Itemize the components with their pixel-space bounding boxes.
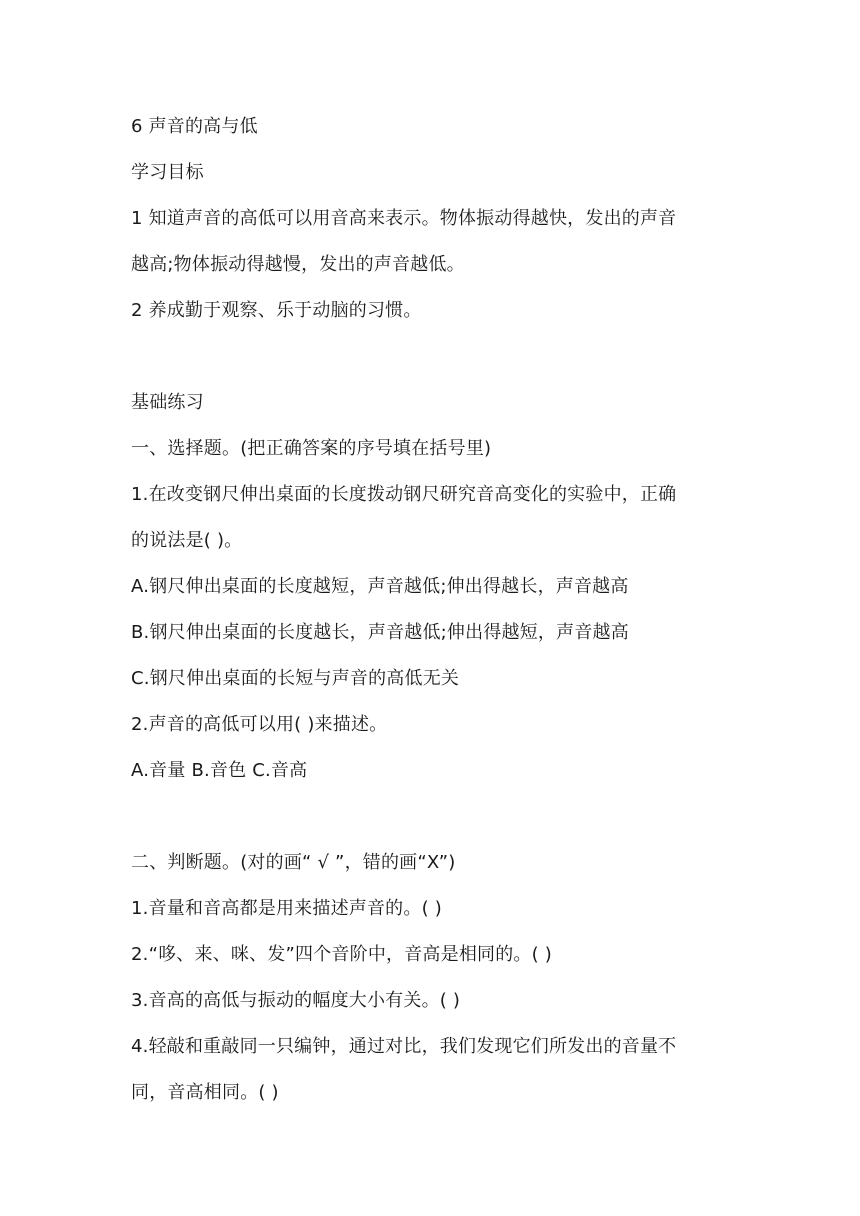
lesson-title: 6 声音的高与低 xyxy=(131,116,258,137)
statement-line: 1.音量和音高都是用来描述声音的。( ) xyxy=(131,898,442,919)
question-line: 1.在改变钢尺伸出桌面的长度拨动钢尺研究音高变化的实验中，正确 xyxy=(131,484,677,505)
practice-heading: 基础练习 xyxy=(131,392,204,413)
statement-line: 同，音高相同。( ) xyxy=(131,1082,279,1103)
objective-line: 2 养成勤于观察、乐于动脑的习惯。 xyxy=(131,300,422,321)
question-line: 2.声音的高低可以用( )来描述。 xyxy=(131,714,388,735)
option-line: C.钢尺伸出桌面的长短与声音的高低无关 xyxy=(131,668,460,689)
objective-line: 1 知道声音的高低可以用音高来表示。物体振动得越快，发出的声音 xyxy=(131,208,677,229)
option-line: B.钢尺伸出桌面的长度越长，声音越低;伸出得越短，声音越高 xyxy=(131,622,629,643)
blank-line xyxy=(131,334,741,380)
choice-section-heading: 一、选择题。(把正确答案的序号填在括号里) xyxy=(131,438,492,459)
judgment-section-heading: 二、判断题。(对的画“ √ ”，错的画“X”) xyxy=(131,852,456,873)
option-line: A.钢尺伸出桌面的长度越短，声音越低;伸出得越长，声音越高 xyxy=(131,576,629,597)
question-line: 的说法是( )。 xyxy=(131,530,243,551)
statement-line: 4.轻敲和重敲同一只编钟，通过对比，我们发现它们所发出的音量不 xyxy=(131,1036,677,1057)
objectives-heading: 学习目标 xyxy=(131,162,204,183)
statement-line: 3.音高的高低与振动的幅度大小有关。( ) xyxy=(131,990,461,1011)
statement-line: 2.“哆、来、咪、发”四个音阶中，音高是相同的。( ) xyxy=(131,944,552,965)
blank-line xyxy=(131,794,741,840)
document-content xyxy=(131,104,741,1116)
objective-line: 越高;物体振动得越慢，发出的声音越低。 xyxy=(131,254,465,275)
option-line: A.音量 B.音色 C.音高 xyxy=(131,760,308,781)
